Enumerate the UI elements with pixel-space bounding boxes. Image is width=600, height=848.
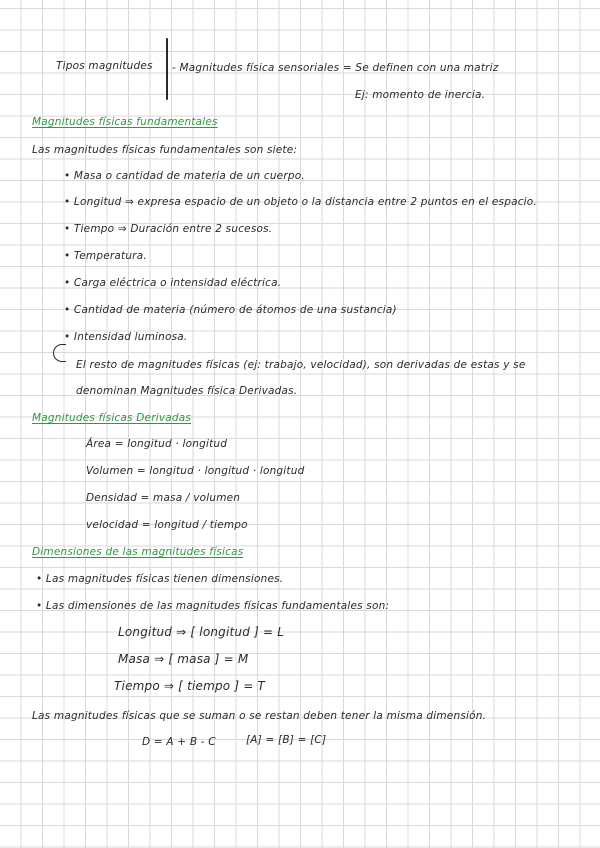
dimensiones-bullet-1: • Las magnitudes físicas tienen dimensiones. — [36, 573, 284, 585]
list-item: • Longitud ⇒ expresa espacio de un objeto o la distancia entre 2 puntos en el espacio. — [64, 196, 537, 208]
list-item: • Masa o cantidad de materia de un cuerpo. — [64, 170, 305, 182]
list-item: • Intensidad luminosa. — [64, 331, 188, 343]
resto-line-1: El resto de magnitudes físicas (ej: trabajo, velocidad), son derivadas de estas y se — [76, 359, 526, 371]
list-item: • Temperatura. — [64, 250, 147, 262]
brace-bar — [166, 38, 168, 100]
eq-longitud: Longitud ⇒ [ longitud ] = L — [118, 625, 285, 639]
eq-masa: Masa ⇒ [ masa ] = M — [118, 652, 249, 666]
resto-line-2: denominan Magnitudes física Derivadas. — [76, 385, 298, 397]
list-item: • Carga eléctrica o intensidad eléctrica. — [64, 277, 282, 289]
heading-dimensiones: Dimensiones de las magnitudes físicas — [32, 546, 244, 558]
sensoriales-line: - Magnitudes física sensoriales = Se definen con una matriz — [172, 62, 499, 74]
ejemplo-ecuacion: D = A + B - C — [142, 736, 216, 748]
formula-velocidad: velocidad = longitud / tiempo — [86, 519, 248, 531]
formula-area: Área = longitud · longitud — [86, 438, 228, 450]
fundamentales-intro: Las magnitudes físicas fundamentales son siete: — [32, 144, 298, 156]
formula-volumen: Volumen = longitud · longitud · longitud — [86, 465, 305, 477]
inercia-example: Ej: momento de inercia. — [355, 89, 486, 101]
regla-suma: Las magnitudes físicas que se suman o se restan deben tener la misma dimensión. — [32, 710, 487, 722]
eq-tiempo: Tiempo ⇒ [ tiempo ] = T — [114, 679, 266, 693]
heading-fundamentales: Magnitudes físicas fundamentales — [32, 116, 218, 128]
tipos-label: Tipos magnitudes — [56, 60, 153, 72]
arrow-hook-icon — [53, 344, 66, 362]
list-item: • Tiempo ⇒ Duración entre 2 sucesos. — [64, 223, 273, 235]
ejemplo-dimensiones: [A] = [B] = [C] — [246, 734, 327, 746]
formula-densidad: Densidad = masa / volumen — [86, 492, 241, 504]
heading-derivadas: Magnitudes físicas Derivadas — [32, 412, 192, 424]
dimensiones-bullet-2: • Las dimensiones de las magnitudes físicas fundamentales son: — [36, 600, 390, 612]
list-item: • Cantidad de materia (número de átomos de una sustancia) — [64, 304, 397, 316]
